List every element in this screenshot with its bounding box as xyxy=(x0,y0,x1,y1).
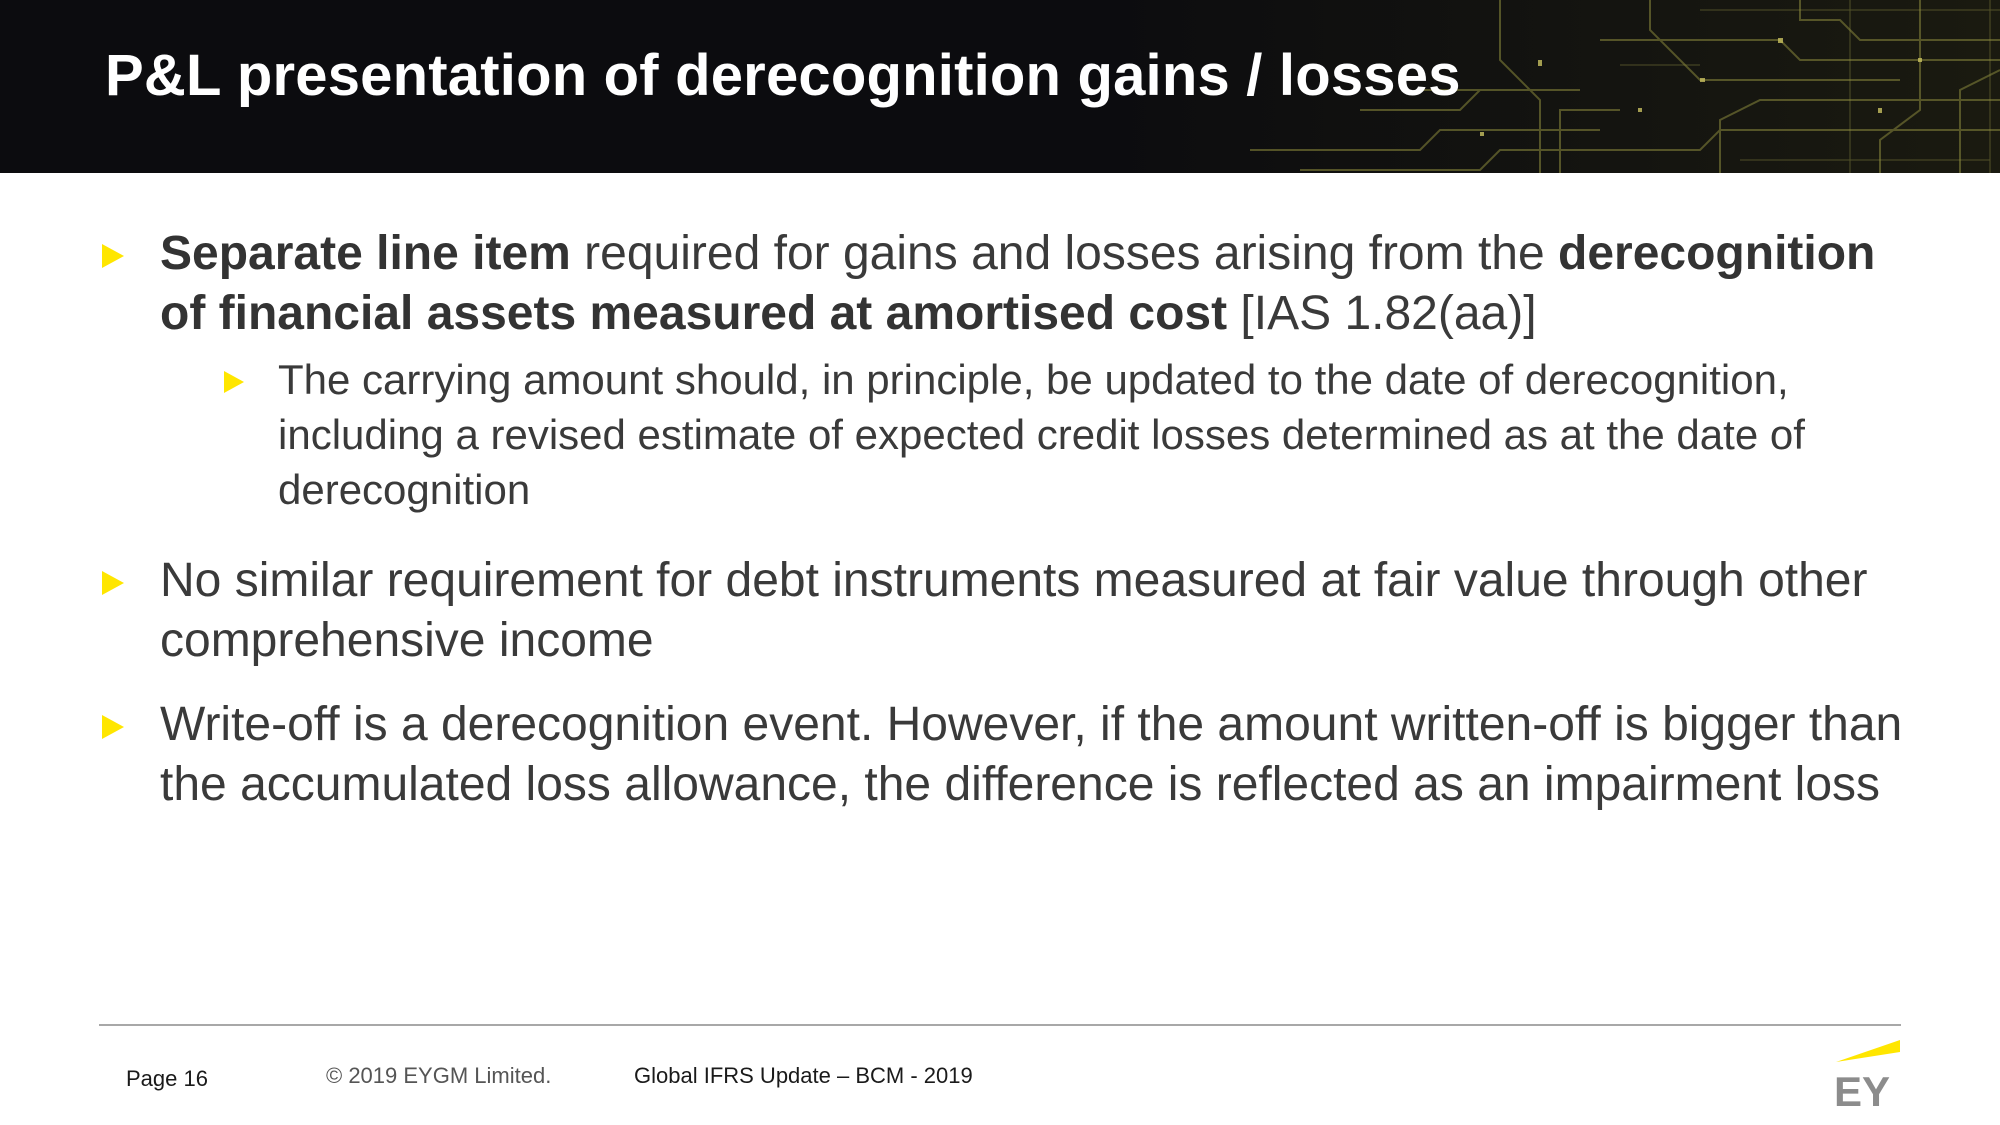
sub-bullet-arrow-icon xyxy=(224,371,244,393)
bullet-write-off xyxy=(100,695,1930,815)
slide-body xyxy=(100,224,1930,815)
bullet-text: No similar requirement for debt instruments measured at fair value through other comprehensive income xyxy=(160,554,1868,667)
bullet-bold-text: Separate line item xyxy=(160,227,571,280)
slide-header xyxy=(0,0,2000,173)
bullet-arrow-icon xyxy=(102,571,124,595)
ey-logo-text: EY xyxy=(1834,1068,1891,1110)
bullet-text: required for gains and losses arising from the xyxy=(570,227,1559,280)
page-number: Page 16 xyxy=(126,1066,208,1091)
ey-logo-icon xyxy=(1830,1036,1902,1110)
slide-title: P&L presentation of derecognition gains / losses xyxy=(105,43,1461,108)
bullet-text: [IAS 1.82(aa)] xyxy=(1227,287,1537,340)
copyright-notice: © 2019 EYGM Limited. xyxy=(326,1063,552,1088)
bullet-arrow-icon xyxy=(102,244,124,268)
footer-divider xyxy=(99,1024,1901,1026)
document-title: Global IFRS Update – BCM - 2019 xyxy=(634,1063,973,1088)
bullet-no-similar-requirement xyxy=(100,551,1930,671)
bullet-text: Write-off is a derecognition event. However, if the amount written-off is bigger than the accumulated loss allowance, the difference is reflected as an impairment loss xyxy=(160,698,1903,811)
sub-bullet-carrying-amount xyxy=(220,352,1930,517)
bullet-bold-text: derecognition of financial assets measured at amortised cost xyxy=(160,227,1876,340)
bullet-separate-line-item xyxy=(100,224,1930,517)
bullet-arrow-icon xyxy=(102,715,124,739)
sub-bullet-text: The carrying amount should, in principle, be updated to the date of derecognition, including a revised estimate of expected credit losses determined as at the date of derecognition xyxy=(278,356,1805,513)
